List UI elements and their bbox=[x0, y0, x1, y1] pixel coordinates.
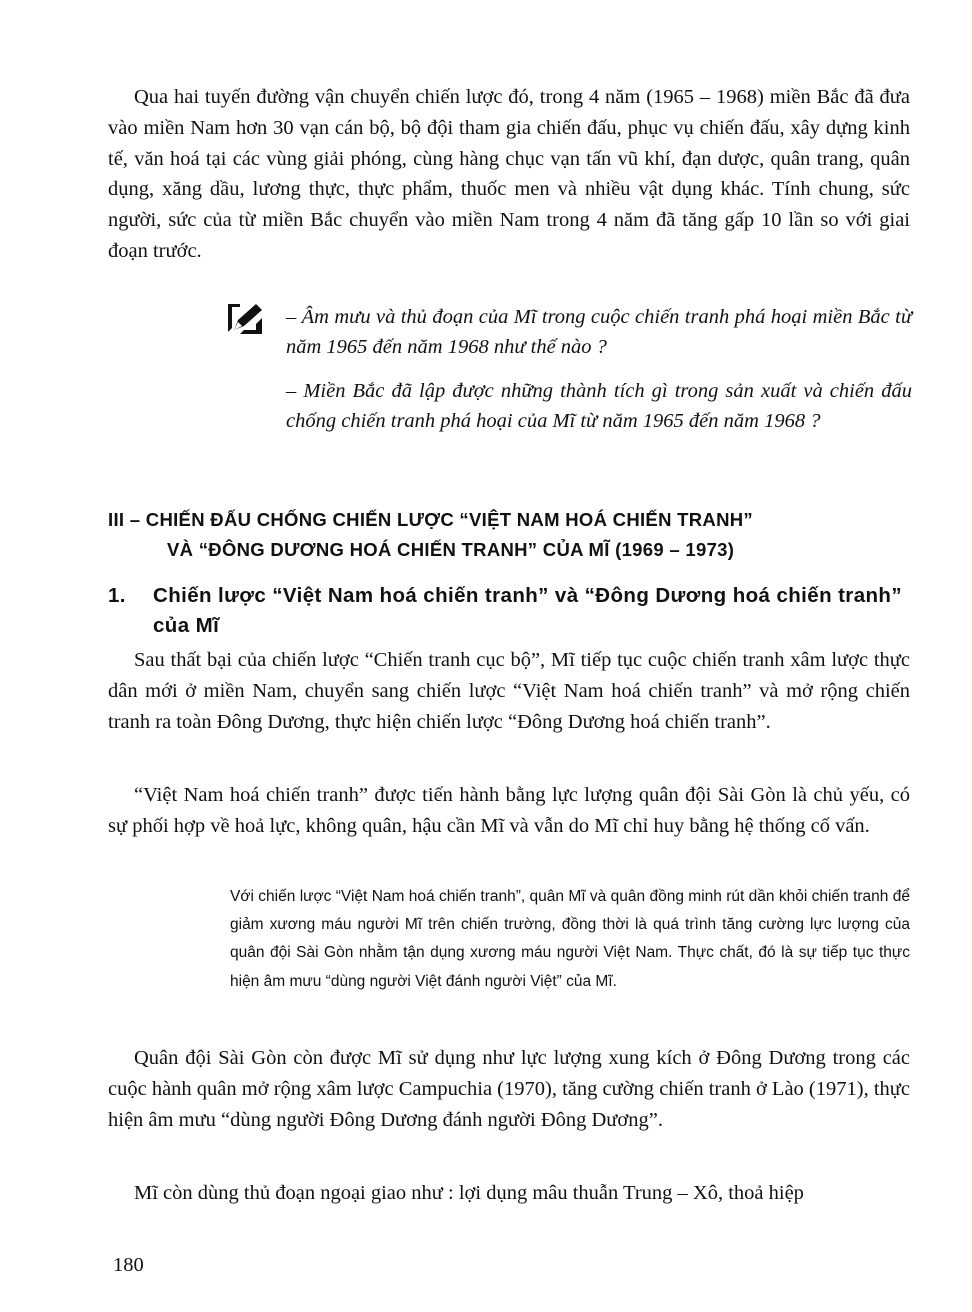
paragraph: Mĩ còn dùng thủ đoạn ngoại giao như : lợi dụng mâu thuẫn Trung – Xô, thoả hiệp bbox=[134, 1182, 804, 1204]
subsection-heading bbox=[108, 581, 920, 641]
paragraph: “Việt Nam hoá chiến tranh” được tiến hành bằng lực lượng quân đội Sài Gòn là chủ yếu, có sự phối hợp về hoả lực, không quân, hậu cần Mĩ và vẫn do Mĩ chỉ huy bằng hệ thống cố vấn. bbox=[108, 784, 910, 837]
subsection-title: Chiến lược “Việt Nam hoá chiến tranh” và “Đông Dương hoá chiến tranh” của Mĩ bbox=[153, 584, 902, 637]
paragraph: Quân đội Sài Gòn còn được Mĩ sử dụng như lực lượng xung kích ở Đông Dương trong các cuộc hành quân mở rộng xâm lược Campuchia (1970), tăng cường chiến tranh ở Lào (1971), thực hiện âm mưu “dùng người Đông Dương đánh người Đông Dương”. bbox=[108, 1047, 910, 1131]
section-heading-line: III – CHIẾN ĐẤU CHỐNG CHIẾN LƯỢC “VIỆT NAM HOÁ CHIẾN TRANH” bbox=[108, 509, 753, 530]
subsection-number: 1. bbox=[108, 584, 126, 607]
paragraph-intro: Qua hai tuyến đường vận chuyển chiến lược đó, trong 4 năm (1965 – 1968) miền Bắc đã đưa vào miền Nam hơn 30 vạn cán bộ, bộ đội tham gia chiến đấu, phục vụ chiến đấu, xây dựng kinh tế, văn hoá tại các vùng giải phóng, cùng hàng chục vạn tấn vũ khí, đạn dược, quân trang, quân dụng, xăng dầu, lương thực, thực phẩm, thuốc men và nhiều vật dụng khác. Tính chung, sức người, sức của từ miền Bắc chuyển vào miền Nam trong 4 năm đã tăng gấp 10 lần so với giai đoạn trước. bbox=[108, 86, 910, 262]
page-number: 180 bbox=[113, 1254, 144, 1276]
section-heading bbox=[108, 505, 920, 565]
review-question: – Âm mưu và thủ đoạn của Mĩ trong cuộc chiến tranh phá hoại miền Bắc từ năm 1965 đến năm 1968 như thế nào ? bbox=[286, 306, 912, 358]
section-heading-line: VÀ “ĐÔNG DƯƠNG HOÁ CHIẾN TRANH” CỦA MĨ (1969 – 1973) bbox=[167, 539, 735, 560]
pencil-icon bbox=[226, 300, 266, 338]
paragraph: Sau thất bại của chiến lược “Chiến tranh cục bộ”, Mĩ tiếp tục cuộc chiến tranh xâm lược thực dân mới ở miền Nam, chuyển sang chiến lược “Việt Nam hoá chiến tranh” và mở rộng chiến tranh ra toàn Đông Dương, thực hiện chiến lược “Đông Dương hoá chiến tranh”. bbox=[108, 649, 910, 733]
note-box: Với chiến lược “Việt Nam hoá chiến tranh”, quân Mĩ và quân đồng minh rút dần khỏi chiến tranh để giảm xương máu người Mĩ trên chiến trường, đồng thời là quá trình tăng cường lực lượng của quân đội Sài Gòn nhằm tận dụng xương máu người Việt Nam. Thực chất, đó là sự tiếp tục thực hiện âm mưu “dùng người Việt đánh người Việt” của Mĩ. bbox=[230, 888, 910, 990]
review-question: – Miền Bắc đã lập được những thành tích gì trong sản xuất và chiến đấu chống chiến tranh phá hoại của Mĩ từ năm 1965 đến năm 1968 ? bbox=[286, 380, 912, 432]
